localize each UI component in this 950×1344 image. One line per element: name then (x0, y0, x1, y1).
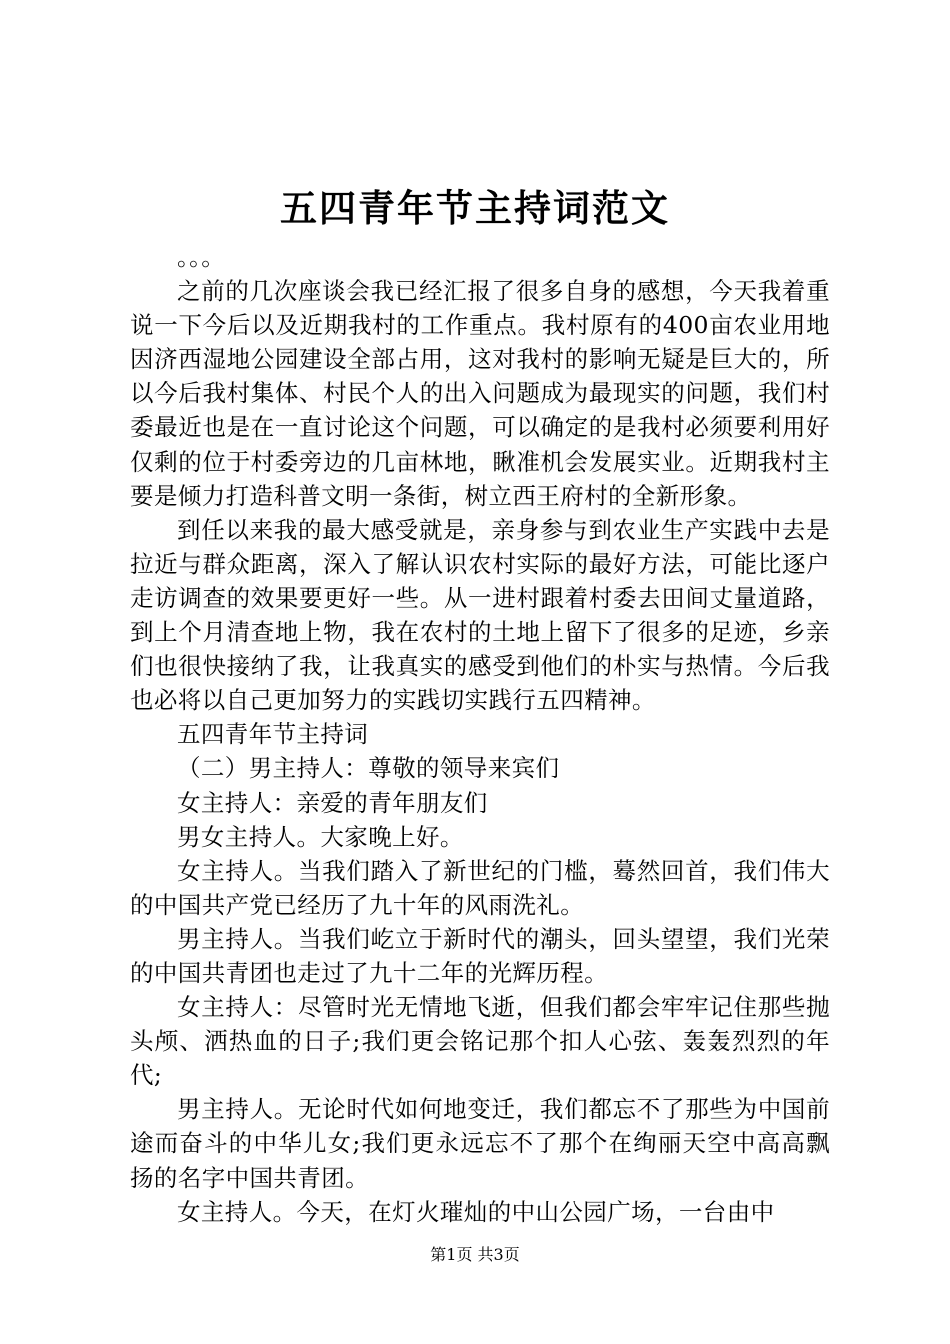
dialogue-line: 男女主持人。大家晚上好。 (177, 822, 464, 851)
dialogue-line: 女主持人：亲爱的青年朋友们 (177, 788, 488, 817)
dialogue-line: 女主持人：尽管时光无情地飞逝，但我们都会牢牢记住那些抛头颅、洒热血的日子;我们更会铭记那个扣人心弦、轰轰烈烈的年代; (130, 993, 830, 1090)
dialogue-line: 女主持人。当我们踏入了新世纪的门槛，蓦然回首，我们伟大的中国共产党已经历了九十年的风雨洗礼。 (130, 856, 830, 919)
ellipsis-paragraph: 。。。 (177, 243, 226, 271)
dialogue-line: 男主持人。当我们屹立于新时代的潮头，回头望望，我们光荣的中国共青团也走过了九十二年的光辉历程。 (130, 924, 830, 987)
body-paragraph: 到任以来我的最大感受就是，亲身参与到农业生产实践中去是拉近与群众距离，深入了解认识农村实际的最好方法，可能比逐户走访调查的效果要更好一些。从一进村跟着村委去田间丈量道路，到上个月清查地上物，我在农村的土地上留下了很多的足迹，乡亲们也很快接纳了我，让我真实的感受到他们的朴实与热情。今后我也必将以自己更加努力的实践切实践行五四精神。 (130, 515, 830, 715)
document-body (130, 240, 830, 1229)
document-title: 五四青年节主持词范文 (280, 186, 670, 230)
dialogue-line: 女主持人。今天，在灯火璀灿的中山公园广场，一台由中 (177, 1197, 775, 1226)
dialogue-line: （二）男主持人：尊敬的领导来宾们 (177, 754, 560, 783)
page-number-footer: 第1页 共3页 (430, 1245, 520, 1264)
dialogue-line: 男主持人。无论时代如何地变迁，我们都忘不了那些为中国前途而奋斗的中华儿女;我们更永远忘不了那个在绚丽天空中高高飘扬的名字中国共青团。 (130, 1095, 830, 1192)
body-paragraph: 之前的几次座谈会我已经汇报了很多自身的感想，今天我着重说一下今后以及近期我村的工作重点。我村原有的400亩农业用地因济西湿地公园建设全部占用，这对我村的影响无疑是巨大的，所以今后我村集体、村民个人的出入问题成为最现实的问题，我们村委最近也是在一直讨论这个问题，可以确定的是我村必须要利用好仅剩的位于村委旁边的几亩林地，瞅准机会发展实业。近期我村主要是倾力打造科普文明一条街，树立西王府村的全新形象。 (130, 277, 830, 510)
section-heading: 五四青年节主持词 (177, 720, 369, 749)
